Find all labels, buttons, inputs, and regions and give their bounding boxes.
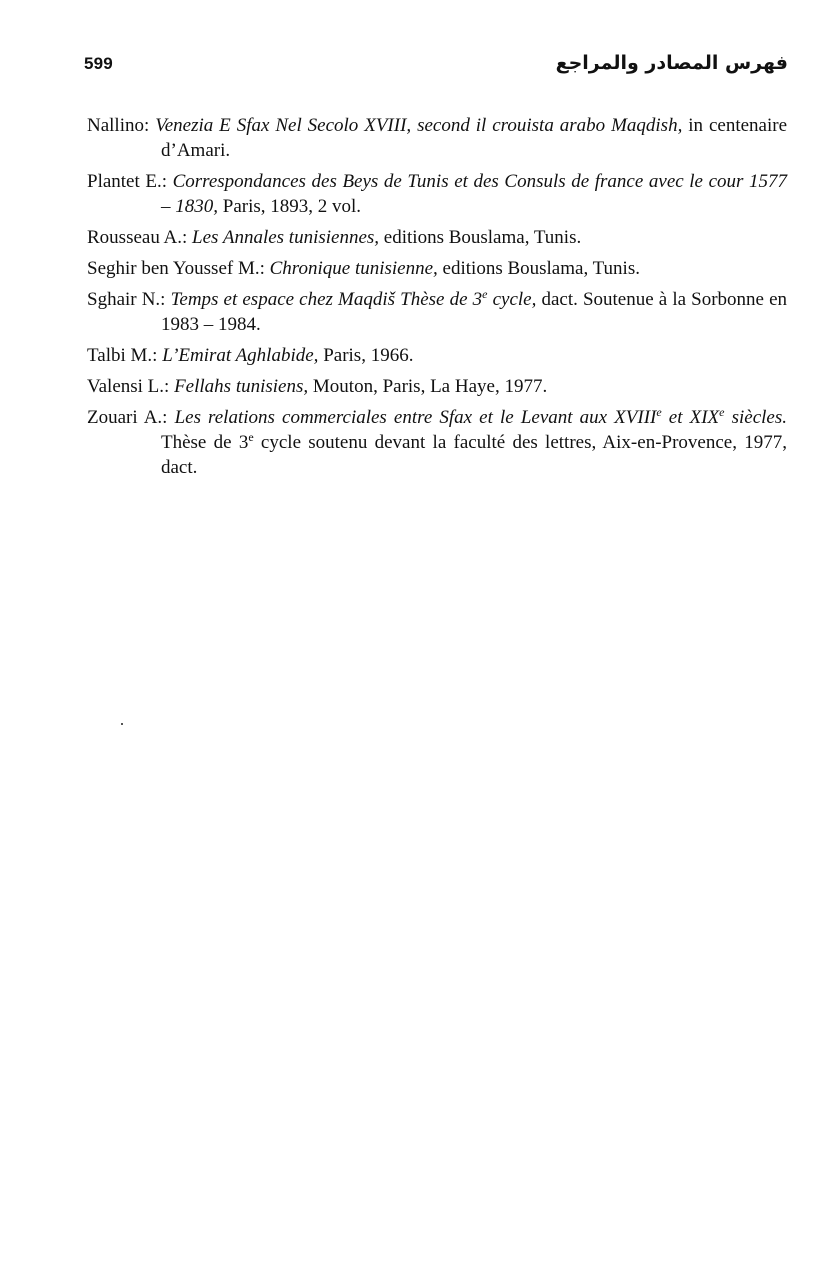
superscript: e <box>248 430 254 444</box>
entry-title: Chronique tunisienne, <box>269 258 438 279</box>
entry-author: Talbi M.: <box>87 345 158 366</box>
entry-author: Plantet E.: <box>87 171 167 192</box>
page-header <box>84 52 788 82</box>
entry-author: Valensi L.: <box>87 376 170 397</box>
superscript: e <box>656 405 662 419</box>
bibliography-entry <box>87 113 787 163</box>
entry-details-part: cycle soutenu devant la faculté des lettres, Aix-en-Provence, 1977, dact. <box>161 432 787 478</box>
entry-details: dact. Soutenue à la Sorbonne en 1983 – 1984. <box>161 289 788 335</box>
entry-details: in centenaire d’Amari. <box>161 115 788 161</box>
entry-details-part: Thèse de 3 <box>161 432 249 453</box>
running-title: فهرس المصادر والمراجع <box>555 52 788 74</box>
entry-details: editions Bouslama, Tunis. <box>383 227 582 248</box>
entry-title-part: siècles. <box>724 407 787 428</box>
entry-author: Sghair N.: <box>87 289 166 310</box>
bibliography-entry <box>87 343 787 368</box>
scan-speck <box>121 723 123 725</box>
superscript: e <box>482 287 488 301</box>
entry-title: Les Annales tunisiennes, <box>192 227 380 248</box>
entry-title <box>175 407 787 428</box>
page-number: 599 <box>84 54 113 73</box>
entry-title-part: et XIX <box>661 407 720 428</box>
entry-title: L’Emirat Aghlabide, <box>162 345 319 366</box>
entry-title: Correspondances des Beys de Tunis et des Consuls de france avec le cour 1577 – 1830, <box>161 171 787 217</box>
entry-title <box>171 289 537 310</box>
entry-details: editions Bouslama, Tunis. <box>442 258 640 279</box>
entry-title-part: Temps et espace chez Maqdiš Thèse de 3 <box>170 289 483 310</box>
entry-details: Paris, 1966. <box>323 345 414 366</box>
bibliography-entry <box>87 256 787 281</box>
entry-author: Rousseau A.: <box>87 227 188 248</box>
entry-details <box>161 432 787 478</box>
entry-details: Mouton, Paris, La Haye, 1977. <box>312 376 548 397</box>
bibliography-entry <box>87 225 787 250</box>
bibliography-entry <box>87 287 787 337</box>
entry-details: Paris, 1893, 2 vol. <box>222 196 362 217</box>
bibliography-entry <box>87 374 787 399</box>
entry-author: Seghir ben Youssef M.: <box>87 258 265 279</box>
entry-title: Venezia E Sfax Nel Secolo XVIII, second il crouista arabo Maqdish, <box>155 115 683 136</box>
bibliography-entry <box>87 405 787 480</box>
bibliography-entry <box>87 169 787 219</box>
entry-title: Fellahs tunisiens, <box>174 376 309 397</box>
entry-title-part: cycle, <box>487 289 537 310</box>
entry-author: Zouari A.: <box>87 407 168 428</box>
superscript: e <box>719 405 725 419</box>
entry-title-part: Les relations commerciales entre Sfax et le Levant aux XVIII <box>174 407 657 428</box>
entry-author: Nallino: <box>87 115 150 136</box>
bibliography-list <box>87 113 787 486</box>
